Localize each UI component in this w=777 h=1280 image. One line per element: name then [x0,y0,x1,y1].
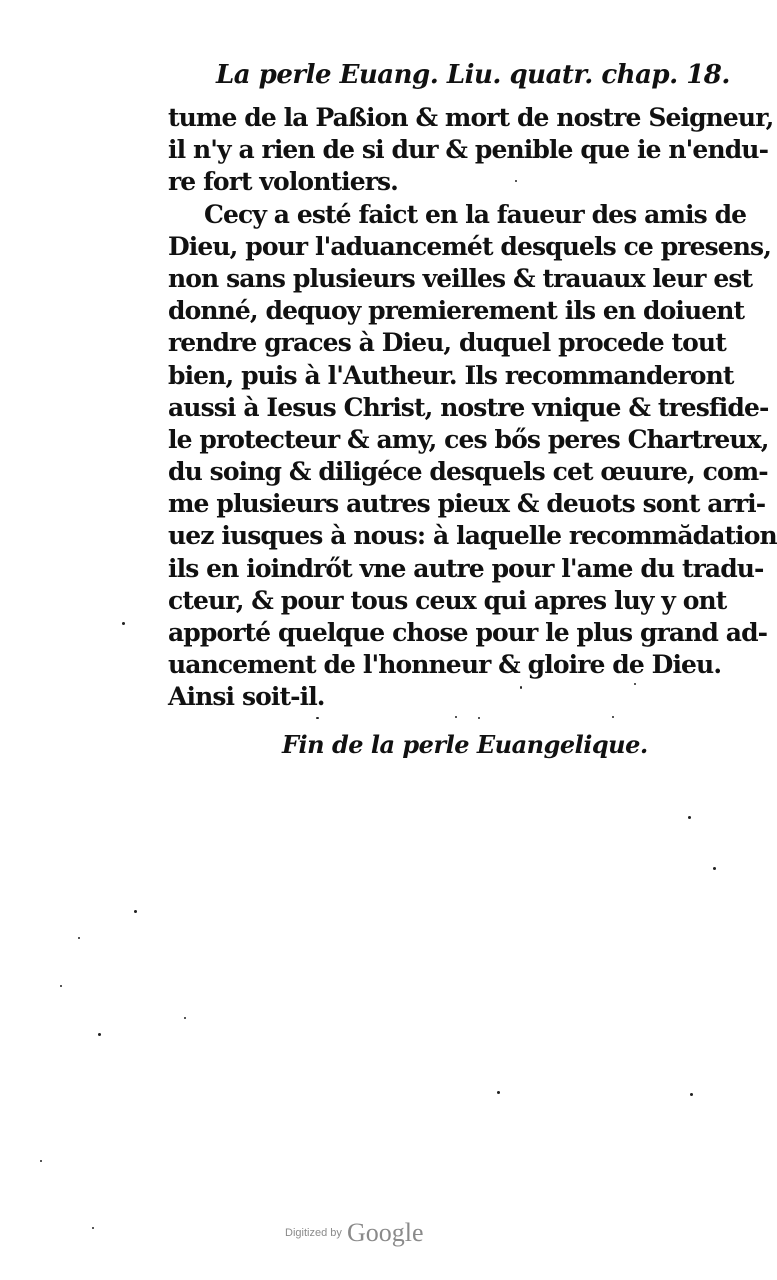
text-line: apporté quelque chose pour le plus grand ad- [168,618,768,647]
text-line: ils en ioindrőt vne autre pour l'ame du tradu- [168,553,764,583]
text-line: Dieu, pour l'aduancemét desquels ce presens, [168,231,772,261]
scan-speck [690,1093,693,1096]
digitized-watermark [285,1218,424,1248]
text-line: bien, puis à l'Autheur. Ils recommanderont [168,360,734,390]
scan-speck [98,1033,101,1036]
watermark-prefix: Digitized by [285,1227,342,1239]
text-line: re fort volontiers. [168,167,398,197]
colophon: Fin de la perle Euangelique. [282,730,648,759]
scan-speck [713,867,716,870]
scan-speck [184,1017,186,1019]
scan-speck [60,985,62,987]
text-line: rendre graces à Dieu, duquel procede tout [168,328,726,358]
scan-speck [134,910,137,913]
body-text [168,102,777,714]
watermark-brand: Google [346,1218,424,1247]
scan-speck [612,716,614,718]
text-line: Ainsi soit-il. [168,682,325,712]
scan-speck [122,622,125,625]
text-line: me plusieurs autres pieux & deuots sont arri- [168,489,766,519]
text-line: donné, dequoy premierement ils en doiuent [168,296,745,326]
scan-speck [92,1227,94,1229]
scan-speck [497,1091,500,1094]
scan-speck [455,716,457,718]
text-line: tume de la Paßion & mort de nostre Seigneur, [168,103,774,132]
text-line: du soing & diligéce desquels cet œuure, com- [168,457,768,487]
text-line: le protecteur & amy, ces bős peres Chartreux, [168,424,769,454]
text-line: uancement de l'honneur & gloire de Dieu. [168,650,722,680]
scan-speck [688,816,691,819]
text-line: cteur, & pour tous ceux qui apres luy y ont [168,585,727,615]
scan-speck [520,686,522,689]
paragraph-start-line: Cecy a esté faict en la faueur des amis de [204,199,747,229]
running-head: La perle Euang. Liu. quatr. chap. 18. [216,60,730,90]
text-line: il n'y a rien de si dur & penible que ie n'endu- [168,135,769,165]
scan-speck [478,717,480,719]
scan-speck [78,937,80,939]
scan-speck [316,717,319,719]
scan-speck [40,1160,42,1162]
text-line: uez iusques à nous: à laquelle recommădation [168,521,777,551]
text-line: non sans plusieurs veilles & trauaux leur est [168,263,753,293]
text-line: aussi à Iesus Christ, nostre vnique & tresfide- [168,392,769,422]
scan-speck [634,683,636,685]
scan-speck [515,180,517,182]
